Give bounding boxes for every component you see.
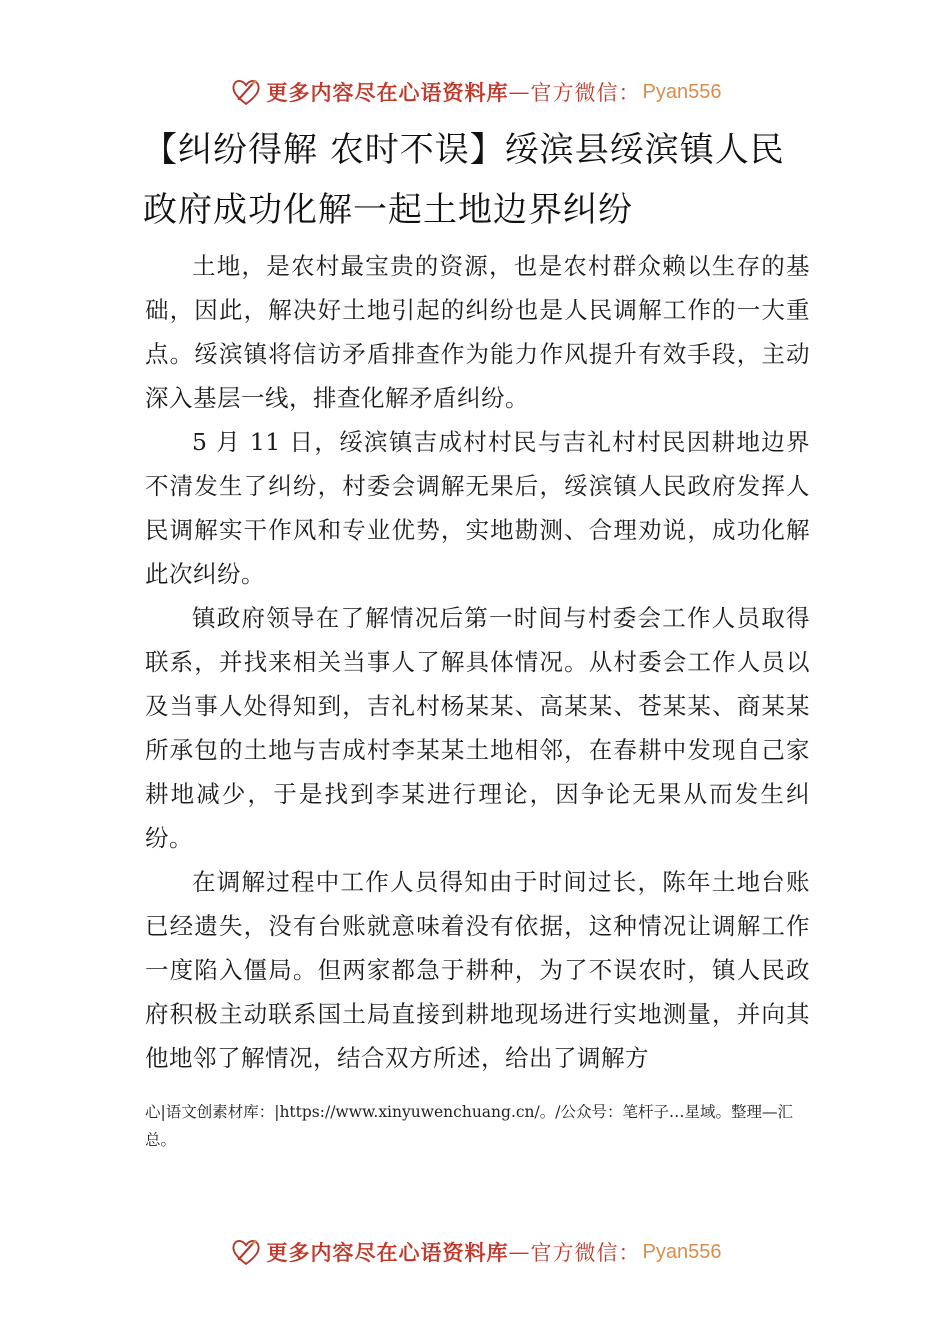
- banner-contact-label: 官方微信：: [530, 1241, 641, 1265]
- top-banner: [0, 72, 950, 112]
- banner-wechat-id: Pyan556: [642, 1240, 722, 1263]
- banner-brand-text: 更多内容尽在心语资料库: [266, 80, 509, 105]
- banner-dash: —: [508, 80, 531, 104]
- banner-wechat-id: Pyan556: [642, 80, 722, 103]
- heart-pen-logo-icon: [229, 1235, 263, 1269]
- banner-contact-label: 官方微信：: [530, 81, 641, 105]
- article-paragraph-2: 5 月 11 日，绥滨镇吉成村村民与吉礼村村民因耕地边界不清发生了纠纷，村委会调解无果后，绥滨镇人民政府发挥人民调解实干作风和专业优势，实地勘测、合理劝说，成功化解此次纠纷。: [145, 428, 810, 588]
- article-paragraph-1: 土地，是农村最宝贵的资源，也是农村群众赖以生存的基础，因此，解决好土地引起的纠纷也是人民调解工作的一大重点。绥滨镇将信访矛盾排查作为能力作风提升有效手段，主动深入基层一线，排查化解矛盾纠纷。: [145, 252, 810, 412]
- article-paragraph-4: 在调解过程中工作人员得知由于时间过长，陈年土地台账已经遗失，没有台账就意味着没有依据，这种情况让调解工作一度陷入僵局。但两家都急于耕种，为了不误农时，镇人民政府积极主动联系国土局直接到耕地现场进行实地测量，并向其他地邻了解情况，结合双方所述，给出了调解方: [145, 868, 810, 1072]
- article-paragraph-3: 镇政府领导在了解情况后第一时间与村委会工作人员取得联系，并找来相关当事人了解具体情况。从村委会工作人员以及当事人处得知到，吉礼村杨某某、高某某、苍某某、商某某所承包的土地与吉成村李某某土地相邻，在春耕中发现自己家耕地减少，于是找到李某进行理论，因争论无果从而发生纠纷。: [145, 604, 810, 852]
- article-title: 【纠纷得解 农时不误】绥滨县绥滨镇人民政府成功化解一起土地边界纠纷: [143, 130, 785, 230]
- heart-pen-logo-icon: [229, 75, 263, 109]
- article-body: [145, 120, 810, 1080]
- source-footnote: 心|语文创素材库：|https://www.xinyuwenchuang.cn/。/公众号：笔杆子…星域。整理—汇总。: [145, 1103, 793, 1149]
- bottom-banner: [0, 1232, 950, 1272]
- banner-brand-text: 更多内容尽在心语资料库: [266, 1240, 509, 1265]
- banner-dash: —: [508, 1240, 531, 1264]
